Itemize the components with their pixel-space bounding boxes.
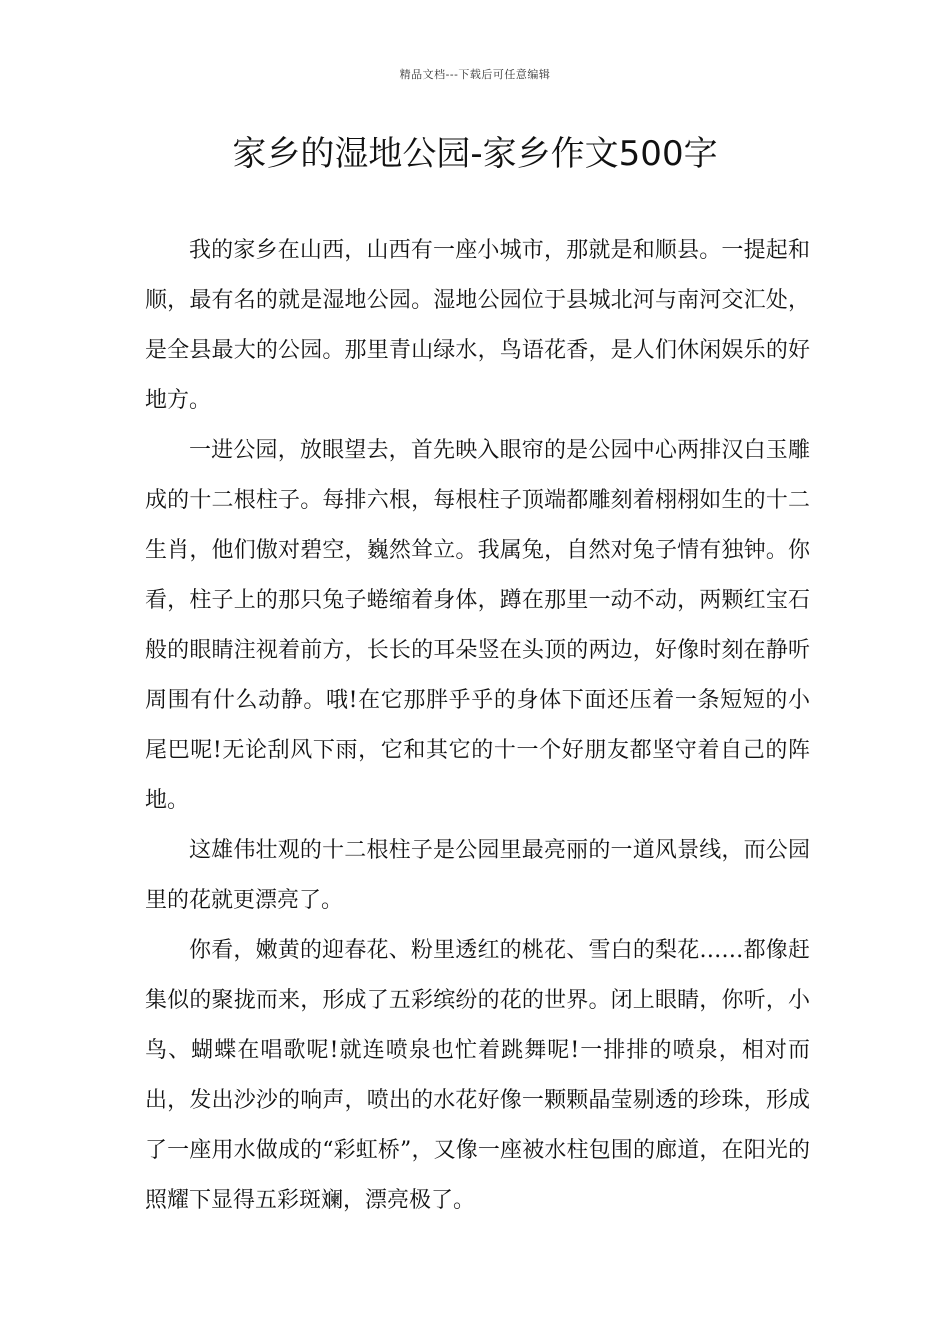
document-body xyxy=(145,226,810,1226)
paragraph-3: 这雄伟壮观的十二根柱子是公园里最亮丽的一道风景线，而公园里的花就更漂亮了。 xyxy=(145,838,810,913)
paragraph-1: 我的家乡在山西，山西有一座小城市，那就是和顺县。一提起和顺，最有名的就是湿地公园。湿地公园位于县城北河与南河交汇处，是全县最大的公园。那里青山绿水，鸟语花香，是人们休闲娱乐的好地方。 xyxy=(145,238,810,413)
paragraph-2: 一进公园，放眼望去，首先映入眼帘的是公园中心两排汉白玉雕成的十二根柱子。每排六根，每根柱子顶端都雕刻着栩栩如生的十二生肖，他们傲对碧空，巍然耸立。我属兔，自然对兔子情有独钟。你看，柱子上的那只兔子蜷缩着身体，蹲在那里一动不动，两颗红宝石般的眼睛注视着前方，长长的耳朵竖在头顶的两边，好像时刻在静听周围有什么动静。哦!在它那胖乎乎的身体下面还压着一条短短的小尾巴呢!无论刮风下雨，它和其它的十一个好朋友都坚守着自己的阵地。 xyxy=(145,438,810,813)
document-title: 家乡的湿地公园-家乡作文500字 xyxy=(232,134,718,174)
header-note: 精品文档---下载后可任意编辑 xyxy=(399,68,551,81)
paragraph-4: 你看，嫩黄的迎春花、粉里透红的桃花、雪白的梨花……都像赶集似的聚拢而来，形成了五彩缤纷的花的世界。闭上眼睛，你听，小鸟、蝴蝶在唱歌呢!就连喷泉也忙着跳舞呢!一排排的喷泉，相对而出，发出沙沙的响声，喷出的水花好像一颗颗晶莹剔透的珍珠，形成了一座用水做成的“彩虹桥”，又像一座被水柱包围的廊道，在阳光的照耀下显得五彩斑斓，漂亮极了。 xyxy=(145,938,810,1213)
